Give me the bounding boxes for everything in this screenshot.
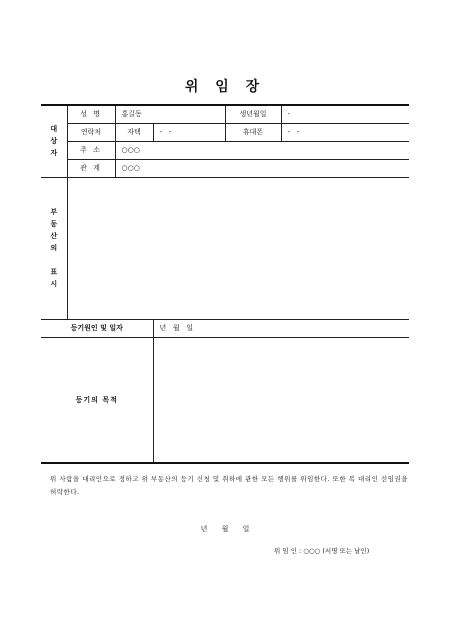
home-phone-label: 자택 — [115, 123, 153, 141]
relation-label: 관 계 — [67, 159, 115, 177]
home-phone-field[interactable]: - - — [153, 123, 225, 141]
relation-field[interactable]: ○○○ — [115, 159, 409, 177]
address-label: 주 소 — [67, 141, 115, 159]
signing-date: 년 월 일 — [200, 525, 250, 533]
purpose-label: 등기의 목적 — [41, 337, 153, 463]
contact-label: 연락처 — [67, 123, 115, 141]
birth-label: 생년월일 — [225, 105, 281, 123]
document-title: 위 임 장 — [184, 79, 266, 95]
cause-date-field[interactable]: 년 월 일 — [153, 319, 409, 337]
name-label: 성 명 — [67, 105, 115, 123]
delegator-signature-line: 위 임 인 : ○○○ (서명 또는 날인) — [274, 547, 370, 555]
mobile-field[interactable]: - - — [281, 123, 409, 141]
mobile-label: 휴대폰 — [225, 123, 281, 141]
purpose-field[interactable] — [153, 337, 409, 463]
delegation-statement: 위 사람을 대리인으로 정하고 위 부동산의 등기 신청 및 취하에 관한 모든 행위를 위임한다. 또한 복 대리인 선임권을 허락한다. — [50, 475, 409, 496]
address-field[interactable]: ○○○ — [115, 141, 409, 159]
birth-field[interactable]: - — [281, 105, 409, 123]
principal-section-label: 대 상 자 — [41, 105, 67, 177]
power-of-attorney-form — [41, 104, 409, 464]
property-section-label: 부 동 산 의 표 시 — [41, 177, 67, 319]
name-field[interactable]: 홍길동 — [115, 105, 225, 123]
property-description-field[interactable] — [67, 177, 409, 319]
cause-date-label: 등기원인 및 일자 — [41, 319, 153, 337]
